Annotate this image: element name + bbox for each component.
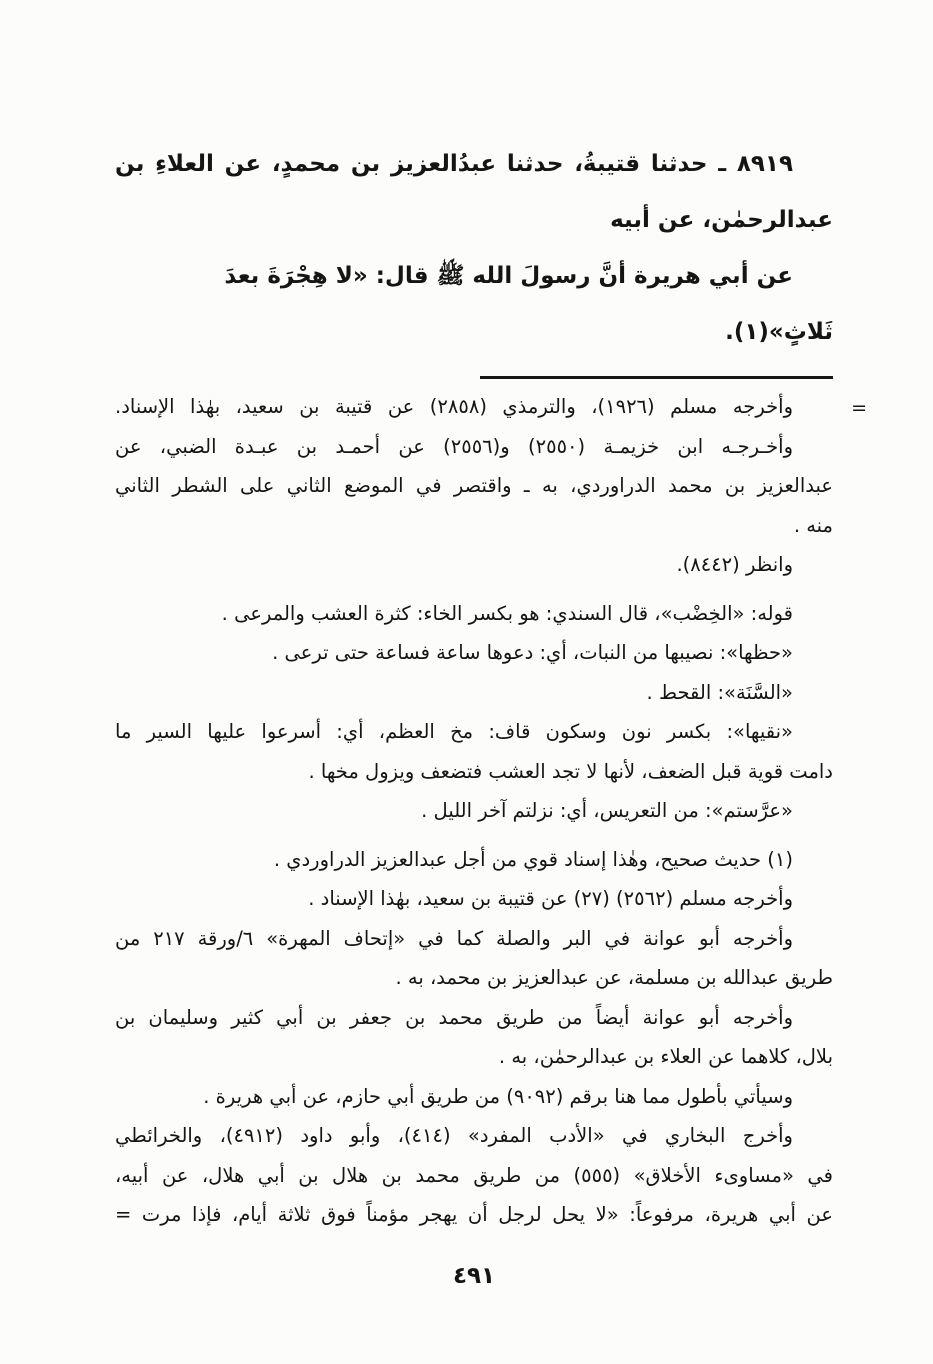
footnote-line: قوله: «الخِضْب»، قال السندي: هو بكسر الخاء: كثرة العشب والمرعى . <box>221 601 793 625</box>
footnote-line: وأخرجه مسلم (١٩٢٦)، والترمذي (٢٨٥٨) عن قتيبة بن سعيد، بهٰذا الإسناد. <box>115 395 794 418</box>
footnote-line: «السَّنَة»: القحط . <box>646 680 793 704</box>
footnote-line: في «مساوىء الأخلاق» (٥٥٥) من طريق محمد بن هلال بن أبي هلال، عن أبيه، <box>115 1163 833 1187</box>
footnote-line: وأخرجه أبو عوانة في البر والصلة كما في «إتحاف المهرة» ٦/ورقة ٢١٧ من <box>115 926 793 950</box>
footnote-continuation-mark: = <box>851 397 867 419</box>
hadith-text <box>115 136 833 360</box>
hadith-line: ٨٩١٩ ـ حدثنا قتيبةُ، حدثنا عبدُالعزيز بن محمدٍ، عن العلاءِ بن <box>115 151 793 177</box>
footnote-line: «عرَّستم»: من التعريس، أي: نزلتم آخر الليل . <box>421 799 793 822</box>
footnote-line: وانظر (٨٤٤٢). <box>676 553 793 576</box>
footnote-line: وأخرجه أبو عوانة أيضاً من طريق محمد بن جعفر بن أبي كثير وسليمان بن <box>115 1005 793 1029</box>
hadith-line: عبدالرحمٰن، عن أبيه <box>610 207 833 233</box>
footnote-line: طريق عبدالله بن مسلمة، عن عبدالعزيز بن محمد، به . <box>395 966 833 989</box>
hadith-line: عن أبي هريرة أنَّ رسولَ الله ﷺ قال: «لا هِجْرَةَ بعدَ ثَلاثٍ»(١). <box>224 263 833 345</box>
footnote-line: «نقيها»: بكسر نون وسكون قاف: مخ العظم، أي: أسرعوا عليها السير ما <box>115 720 793 743</box>
footnotes-block <box>115 387 867 1235</box>
page-number: ٤٩١ <box>452 1262 496 1289</box>
footnote-line: عن أبي هريرة، مرفوعاً: «لا يحل لرجل أن يهجر مؤمناً فوق ثلاثة أيام، فإذا مرت = <box>115 1203 833 1226</box>
footnote-line: (١) حديث صحيح، وهٰذا إسناد قوي من أجل عبدالعزيز الدراوردي . <box>273 847 793 871</box>
footnote-line: وأخرجه مسلم (٢٥٦٢) (٢٧) عن قتيبة بن سعيد، بهٰذا الإسناد . <box>308 887 793 910</box>
footnote-line: «حظها»: نصيبها من النبات، أي: دعوها ساعة فساعة حتى ترعى . <box>272 641 793 664</box>
footnote-line: دامت قوية قبل الضعف، لأنها لا تجد العشب فتضعف ويزول مخها . <box>308 759 833 783</box>
footnote-separator <box>480 376 833 379</box>
footnote-line: وسيأتي بأطول مما هنا برقم (٩٠٩٢) من طريق أبي حازم، عن أبي هريرة . <box>203 1084 793 1108</box>
footnote-line: وأخرج البخاري في «الأدب المفرد» (٤١٤)، وأبو داود (٤٩١٢)، والخرائطي <box>115 1124 793 1147</box>
footnote-line: منه . <box>793 513 833 537</box>
footnote-line: بلال، كلاهما عن العلاء بن عبدالرحمٰن، به . <box>498 1045 833 1068</box>
footnote-line: وأخـرجـه ابن خزيمـة (٢٥٥٠) و(٢٥٥٦) عن أحمـد بن عبـدة الضبي، عن <box>115 434 794 458</box>
footnote-line: عبدالعزيز بن محمد الدراوردي، به ـ واقتصر في الموضع الثاني على الشطر الثاني <box>115 474 833 497</box>
